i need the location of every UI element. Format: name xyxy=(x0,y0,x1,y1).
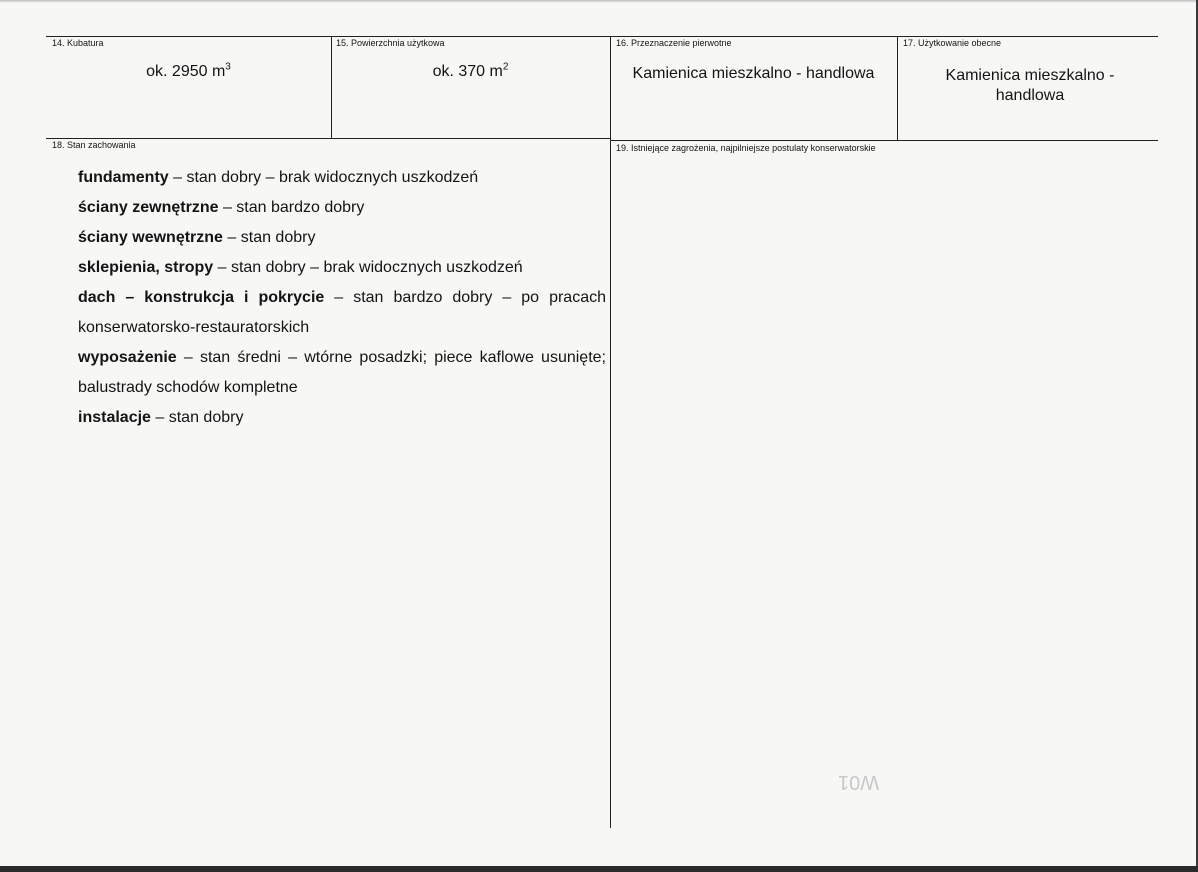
field-16-label: 16. Przeznaczenie pierwotne xyxy=(616,38,732,48)
top-rule xyxy=(46,36,1158,37)
condition-item-vaults-ceilings: sklepienia, stropy – stan dobry – brak widocznych uszkodzeń xyxy=(78,259,523,276)
field-18-label: 18. Stan zachowania xyxy=(52,140,136,150)
condition-item-installations: instalacje – stan dobry xyxy=(78,409,244,426)
field-15-label: 15. Powierzchnia użytkowa xyxy=(336,38,445,48)
field-16-value: Kamienica mieszkalno - handlowa xyxy=(632,65,875,82)
divider-center xyxy=(610,36,611,828)
rule-19 xyxy=(610,140,1158,141)
condition-item-foundations: fundamenty – stan dobry – brak widocznych uszkodzeń xyxy=(78,169,479,186)
field-14-label: 14. Kubatura xyxy=(52,38,104,48)
field-14-value: ok. 2950 $m^3$ xyxy=(146,61,231,80)
rule-18 xyxy=(46,138,611,139)
condition-item-furnishings: wyposażenie – stan średni – wtórne posadzki; piece kaflowe usunięte; balustrady schodów kompletne xyxy=(78,349,606,396)
field-17-label: 17. Użytkowanie obecne xyxy=(903,38,1002,48)
faint-show-through-mark: W01 xyxy=(838,771,880,793)
condition-list xyxy=(78,163,606,433)
scan-edge-bottom xyxy=(0,866,1198,872)
divider-16-17 xyxy=(897,36,898,140)
field-15-value: ok. 370 $m^2$ xyxy=(432,61,509,80)
divider-14-15 xyxy=(331,36,332,138)
condition-item-internal-walls: ściany wewnętrzne – stan dobry xyxy=(78,229,316,246)
scan-edge-top xyxy=(0,0,1198,3)
field-17-value: Kamienica mieszkalno - handlowa xyxy=(945,67,1115,104)
field-19-label: 19. Istniejące zagrożenia, najpilniejsze postulaty konserwatorskie xyxy=(616,143,876,153)
condition-item-roof: dach – konstrukcja i pokrycie – stan bardzo dobry – po pracach konserwatorsko-restauratorskich xyxy=(78,289,607,336)
condition-item-external-walls: ściany zewnętrzne – stan bardzo dobry xyxy=(78,199,365,216)
